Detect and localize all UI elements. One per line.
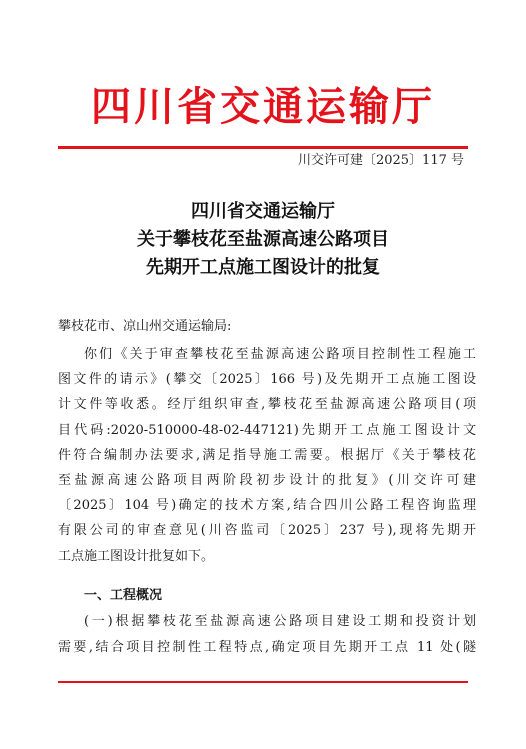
paragraph-line: 需要,结合项目控制性工程特点,确定项目先期开工点 11 处(隧 <box>58 639 476 655</box>
paragraph-line: 你们《关于审查攀枝花至盐源高速公路项目控制性工程施工 <box>84 347 476 362</box>
body-paragraph-2 <box>58 609 476 660</box>
body-paragraph-1 <box>58 342 476 569</box>
section-heading-overview: 一、工程概况 <box>84 588 163 603</box>
paragraph-line: 工点施工图设计批复如下。 <box>58 548 215 564</box>
title-line-subject: 关于攀枝花至盐源高速公路项目 <box>137 229 389 250</box>
paragraph-line: 〔2025〕104 号)确定的技术方案,结合四川公路工程咨询监理 <box>58 498 476 514</box>
paragraph-line: 有限公司的审查意见(川咨监司〔2025〕237 号),现将先期开 <box>58 523 476 539</box>
paragraph-line: 件符合编制办法要求,满足指导施工需要。根据厅《关于攀枝花 <box>58 447 476 463</box>
footer-red-rule <box>58 681 468 683</box>
masthead-title: 四川省交通运输厅 <box>91 84 435 130</box>
paragraph-line: (一)根据攀枝花至盐源高速公路项目建设工期和投资计划 <box>84 614 476 629</box>
document-title <box>0 198 526 282</box>
masthead-red-rule <box>58 146 468 149</box>
paragraph-line: 计文件等收悉。经厅组织审查,攀枝花至盐源高速公路项目(项 <box>58 397 476 413</box>
title-line-topic: 先期开工点施工图设计的批复 <box>146 257 380 278</box>
paragraph-line: 目代码:2020-510000-48-02-447121)先期开工点施工图设计文 <box>58 422 476 438</box>
paragraph-line: 图文件的请示》(攀交〔2025〕166 号)及先期开工点施工图设 <box>58 372 476 388</box>
document-number: 川交许可建〔2025〕117 号 <box>297 153 464 168</box>
title-line-issuer: 四川省交通运输厅 <box>191 201 335 222</box>
paragraph-line: 至盐源高速公路项目两阶段初步设计的批复》(川交许可建 <box>58 472 476 488</box>
addressee: 攀枝花市、凉山州交通运输局: <box>58 319 232 334</box>
